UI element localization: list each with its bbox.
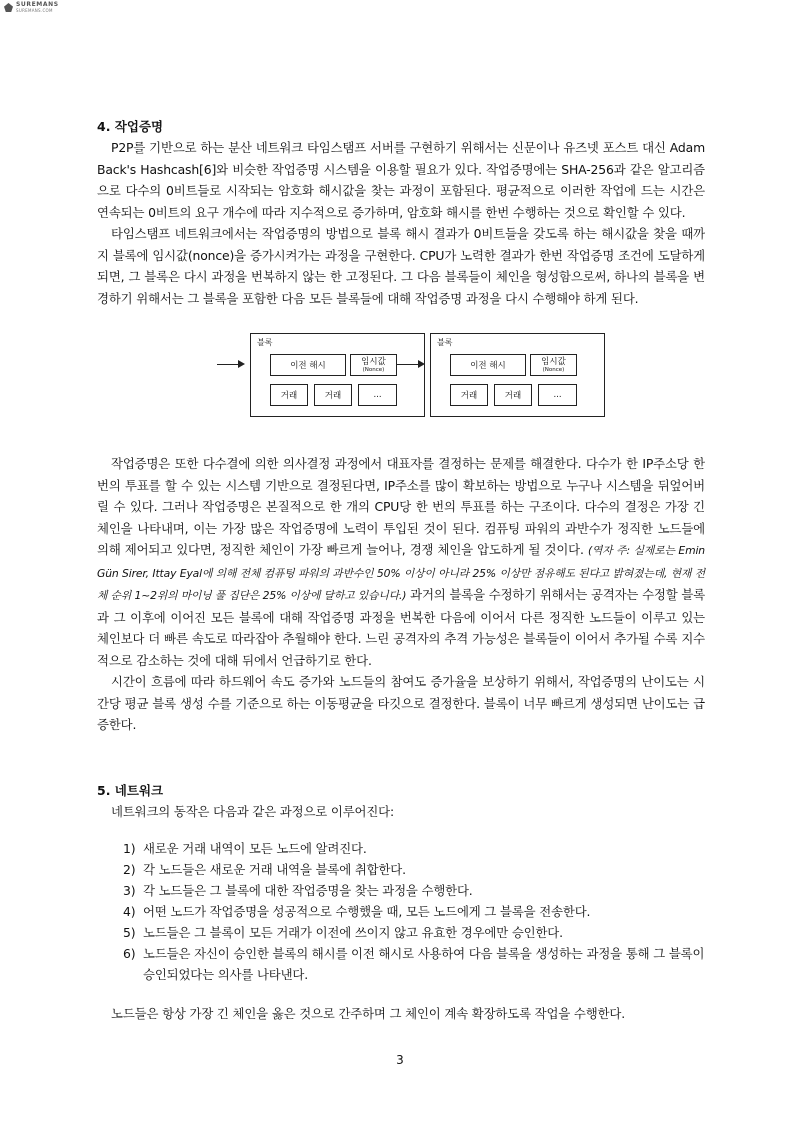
- list-item-text: 각 노드들은 그 블록에 대한 작업증명을 찾는 과정을 수행한다.: [143, 883, 473, 898]
- paragraph-3-tail: 과거의 블록을 수정하기 위해서는 공격자는 수정할 블록과 그 이후에 이어진 모든 블록에 대해 작업증명 과정을 번복한 다음에 이어서 다른 정직한 노드들이 이루고 있는 체인보다 더 빠른 속도로 따라잡아 추월해야 한다. 느린 공격자의 추격 가능성은 블록들이 이어서 추가될 수록 지수적으로 감소하는 것에 대해 뒤에서 언급하기로 한다.: [97, 587, 706, 668]
- transaction-cell: 거래: [314, 384, 352, 406]
- prev-hash-cell: 이전 해시: [270, 354, 346, 376]
- nonce-label: 임시값: [541, 356, 566, 367]
- section-5-title: 5. 네트워크: [97, 782, 164, 798]
- arrow-mid-head-icon: [418, 360, 425, 368]
- list-item: [97, 880, 705, 901]
- list-item: [97, 943, 705, 985]
- watermark-logo-icon: [4, 3, 13, 12]
- network-steps-list: [97, 838, 705, 985]
- section-4-paragraph-4: 시간이 흐름에 따라 하드웨어 속도 증가와 노드들의 참여도 증가율을 보상하기 위해서, 작업증명의 난이도는 시간당 평균 블록 생성 수를 기준으로 하는 이동평균을 타깃으로 결정한다. 블록이 너무 빠르게 생성되면 난이도는 급증한다.: [97, 674, 705, 732]
- nonce-label: 임시값: [361, 356, 386, 367]
- block-2: [430, 333, 605, 417]
- section-4-paragraph-3: [97, 453, 705, 671]
- transaction-cell: 거래: [450, 384, 488, 406]
- watermark-text: SUREMANS: [16, 1, 59, 8]
- translator-note: (역자 주: 실제로는 Emin Gün Sirer, Ittay Eyal에 의해 전체 컴퓨팅 파워의 과반수인 50% 이상이 아니라 25% 이상만 점유해도 된다고 밝혀졌는데, 현재 전체 순위 1~2위의 마이닝 풀 집단은 25% 이상에 달하고 있습니다.): [97, 544, 706, 602]
- list-item-text: 새로운 거래 내역이 모든 노드에 알려진다.: [143, 841, 367, 856]
- list-item-number: 6): [123, 946, 136, 961]
- more-cell: ...: [358, 384, 397, 406]
- block-chain-diagram: [97, 323, 705, 441]
- transaction-cell: 거래: [494, 384, 532, 406]
- section-5-closing: 노드들은 항상 가장 긴 체인을 옳은 것으로 간주하며 그 체인이 계속 확장하도록 작업을 수행한다.: [111, 1006, 625, 1021]
- arrow-mid-line: [397, 364, 420, 365]
- list-item-text: 각 노드들은 새로운 거래 내역을 블록에 취합한다.: [143, 862, 406, 877]
- prev-hash-cell: 이전 해시: [450, 354, 526, 376]
- list-item-text: 어떤 노드가 작업증명을 성공적으로 수행했을 때, 모든 노드에게 그 블록을 전송한다.: [143, 904, 591, 919]
- list-item-number: 3): [123, 883, 136, 898]
- more-cell: ...: [538, 384, 577, 406]
- page-number: 3: [396, 1053, 404, 1067]
- watermark: [4, 2, 59, 13]
- nonce-cell: [350, 354, 397, 376]
- list-item-text: 노드들은 자신이 승인한 블록의 해시를 이전 해시로 사용하여 다음 블록을 생성하는 과정을 통해 그 블록이 승인되었다는 의사를 나타낸다.: [143, 946, 705, 982]
- list-item: [97, 922, 705, 943]
- paragraph-3-main: 작업증명은 또한 다수결에 의한 의사결정 과정에서 대표자를 결정하는 문제를 해결한다. 다수가 한 IP주소당 한번의 투표를 할 수 있는 시스템 기반으로 결정된다면, IP주소를 많이 확보하는 방법으로 누구나 시스템을 뒤엎어버릴 수 있다. 그러나 작업증명은 본질적으로 한 개의 CPU당 한 번의 투표를 하는 구조이다. 다수의 결정은 가장 긴 체인을 나타내며, 이는 가장 많은 작업증명에 노력이 투입된 것이 된다. 컴퓨팅 파워의 과반수가 정직한 노드들에 의해 제어되고 있다면, 정직한 체인이 가장 빠르게 늘어나, 경쟁 체인을 압도하게 될 것이다.: [97, 456, 705, 557]
- list-item-number: 5): [123, 925, 136, 940]
- block-1: [250, 333, 425, 417]
- arrow-in-head-icon: [238, 360, 245, 368]
- watermark-subtext: SUREMANS.COM: [16, 8, 53, 13]
- section-4-paragraph-1: P2P를 기반으로 하는 분산 네트워크 타임스탬프 서버를 구현하기 위해서는 신문이나 유즈넷 포스트 대신 Adam Back's Hashcash[6]와 비슷한 작업증명 시스템을 이용할 필요가 있다. 작업증명에는 SHA-256과 같은 알고리즘으로 다수의 0비트들로 시작되는 암호화 해시값을 찾는 과정이 포함된다. 평균적으로 이러한 작업에 드는 시간은 연속되는 0비트의 요구 개수에 따라 지수적으로 증가하며, 암호화 해시를 한번 수행하는 것으로 확인할 수 있다.: [97, 140, 705, 220]
- nonce-sublabel: (Nonce): [362, 366, 385, 373]
- document-body: [97, 116, 705, 1025]
- block-title: 블록: [257, 338, 273, 347]
- list-item: [97, 859, 705, 880]
- block-title: 블록: [437, 338, 453, 347]
- list-item-number: 2): [123, 862, 136, 877]
- list-item: [97, 838, 705, 859]
- list-item-number: 1): [123, 841, 136, 856]
- nonce-cell: [530, 354, 577, 376]
- transaction-cell: 거래: [270, 384, 308, 406]
- nonce-sublabel: (Nonce): [542, 366, 565, 373]
- list-item-number: 4): [123, 904, 136, 919]
- list-item: [97, 901, 705, 922]
- section-4-paragraph-2: 타임스탬프 네트워크에서는 작업증명의 방법으로 블록 해시 결과가 0비트들을 갖도록 하는 해시값을 찾을 때까지 블록에 임시값(nonce)을 증가시켜가는 과정을 구현한다. CPU가 노력한 결과가 한번 작업증명 조건에 도달하게 되면, 그 블록은 다시 과정을 번복하지 않는 한 고정된다. 그 다음 블록들이 체인을 형성함으로써, 하나의 블록을 변경하기 위해서는 그 블록을 포함한 다음 모든 블록들에 대해 작업증명 과정을 다시 수행해야 하게 된다.: [97, 226, 705, 306]
- section-4-title: 4. 작업증명: [97, 119, 164, 134]
- list-item-text: 노드들은 그 블록이 모든 거래가 이전에 쓰이지 않고 유효한 경우에만 승인한다.: [143, 925, 563, 940]
- arrow-in-line: [217, 364, 240, 365]
- section-5-intro: 네트워크의 동작은 다음과 같은 과정으로 이루어진다:: [111, 803, 394, 819]
